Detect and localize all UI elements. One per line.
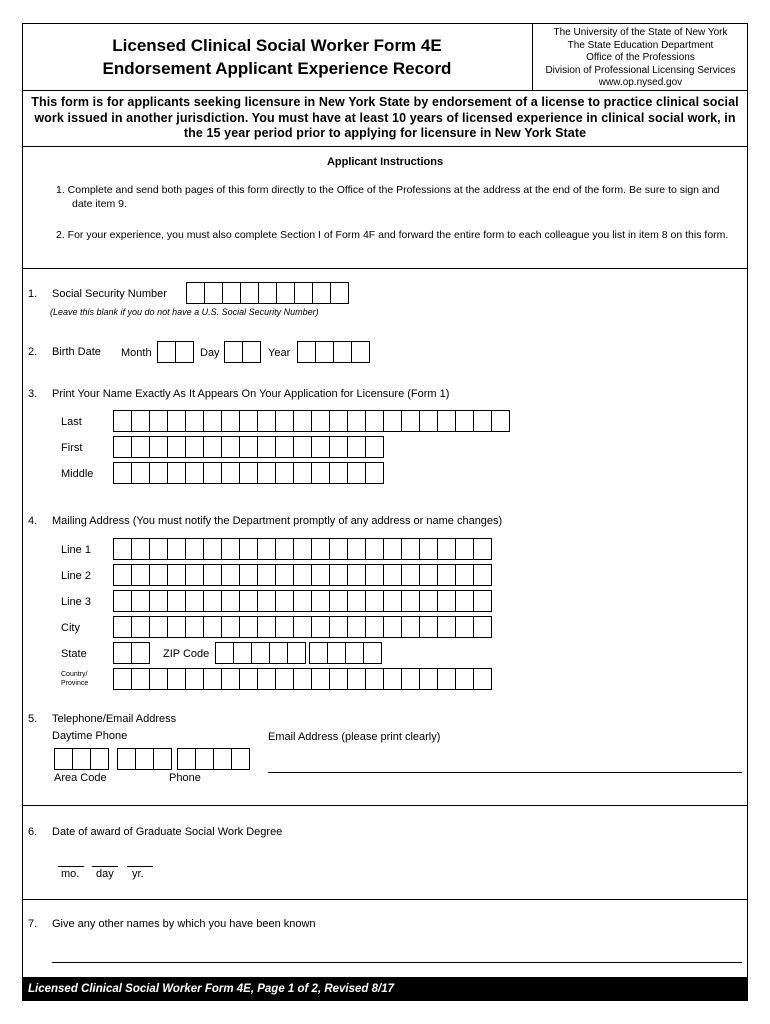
state-input[interactable] xyxy=(113,642,150,664)
degree-month-input[interactable] xyxy=(58,866,84,867)
birth-month-label: Month xyxy=(121,347,152,359)
address-line1-input[interactable] xyxy=(113,538,492,560)
degree-date-label: Date of award of Graduate Social Work Degree xyxy=(52,826,283,838)
birth-year-input[interactable] xyxy=(297,341,370,363)
item-number-4: 4. xyxy=(28,515,38,527)
address-line3-label: Line 3 xyxy=(61,596,91,608)
birth-day-input[interactable] xyxy=(224,341,261,363)
ssn-input[interactable] xyxy=(186,282,349,304)
area-code-label: Area Code xyxy=(54,772,107,784)
middle-name-input[interactable] xyxy=(113,462,384,484)
phone-label: Phone xyxy=(169,772,201,784)
address-line2-input[interactable] xyxy=(113,564,492,586)
birth-day-label: Day xyxy=(200,347,220,359)
contact-section-label: Telephone/Email Address xyxy=(52,713,177,725)
birth-month-input[interactable] xyxy=(157,341,194,363)
section6-rule xyxy=(22,899,748,900)
first-name-input[interactable] xyxy=(113,436,384,458)
country-input[interactable] xyxy=(113,668,492,690)
eligibility-banner: This form is for applicants seeking licensure in New York State by endorsement of a license to practice clinical social work issued in another jurisdiction. You must have at least 10 years of licensed experience in clinical social work, in the 15 year period prior to applying for licensure in New York State xyxy=(31,95,739,140)
instructions-rule xyxy=(22,268,748,269)
area-code-input[interactable] xyxy=(54,748,109,770)
name-section-label: Print Your Name Exactly As It Appears On Your Application for Licensure (Form 1) xyxy=(52,388,450,400)
zip-label: ZIP Code xyxy=(163,648,210,660)
middle-name-label: Middle xyxy=(61,468,94,480)
page-footer: Licensed Clinical Social Worker Form 4E, Page 1 of 2, Revised 8/17 xyxy=(22,977,748,1001)
address-line2-label: Line 2 xyxy=(61,570,91,582)
degree-day-input[interactable] xyxy=(92,866,118,867)
zip-input[interactable] xyxy=(215,642,306,664)
address-line1-label: Line 1 xyxy=(61,544,91,556)
instructions-heading: Applicant Instructions xyxy=(326,156,444,168)
email-input[interactable] xyxy=(268,772,742,773)
other-names-label: Give any other names by which you have been known xyxy=(52,918,316,930)
address-line3-input[interactable] xyxy=(113,590,492,612)
phone-line-input[interactable] xyxy=(177,748,250,770)
banner-rule xyxy=(22,146,748,147)
item-number-1: 1. xyxy=(28,288,38,300)
last-name-label: Last xyxy=(61,416,82,428)
address-section-label: Mailing Address (You must notify the Department promptly of any address or name changes) xyxy=(52,515,503,527)
email-label: Email Address (please print clearly) xyxy=(268,731,441,743)
item-number-5: 5. xyxy=(28,713,38,725)
state-label: State xyxy=(61,648,87,660)
daytime-phone-label: Daytime Phone xyxy=(52,730,128,742)
phone-prefix-input[interactable] xyxy=(117,748,172,770)
instruction-item-2: 2. For your experience, you must also complete Section I of Form 4F and forward the entire form to each colleague you list in item 8 on this form. xyxy=(56,229,729,241)
country-label: Country/ Province xyxy=(61,671,89,687)
degree-year-input[interactable] xyxy=(127,866,153,867)
degree-day-label: day xyxy=(96,868,114,880)
last-name-input[interactable] xyxy=(113,410,510,432)
birth-year-label: Year xyxy=(268,347,291,359)
other-names-input[interactable] xyxy=(52,962,742,963)
ssn-note: (Leave this blank if you do not have a U.S. Social Security Number) xyxy=(50,307,319,317)
item-number-6: 6. xyxy=(28,826,38,838)
degree-month-label: mo. xyxy=(61,868,80,880)
city-label: City xyxy=(61,622,80,634)
form-frame xyxy=(22,23,748,1001)
section5-rule xyxy=(22,805,748,806)
instruction-item-1: 1. Complete and send both pages of this form directly to the Office of the Professions at the address at the end of the form. Be sure to sign and date item 9. xyxy=(56,184,720,210)
item-number-2: 2. xyxy=(28,346,38,358)
first-name-label: First xyxy=(61,442,83,454)
item-number-3: 3. xyxy=(28,388,38,400)
item-number-7: 7. xyxy=(28,918,38,930)
agency-block: The University of the State of New York The State Education Department Office of the Professions Division of Professional Licensing Services www.op.nysed.gov xyxy=(545,27,736,88)
birth-date-label: Birth Date xyxy=(52,346,101,358)
ssn-label: Social Security Number xyxy=(52,288,167,300)
form-title: Licensed Clinical Social Worker Form 4E Endorsement Applicant Experience Record xyxy=(102,36,452,78)
city-input[interactable] xyxy=(113,616,492,638)
header-rule xyxy=(22,90,748,91)
degree-year-label: yr. xyxy=(132,868,144,880)
zip-plus4-input[interactable] xyxy=(309,642,382,664)
